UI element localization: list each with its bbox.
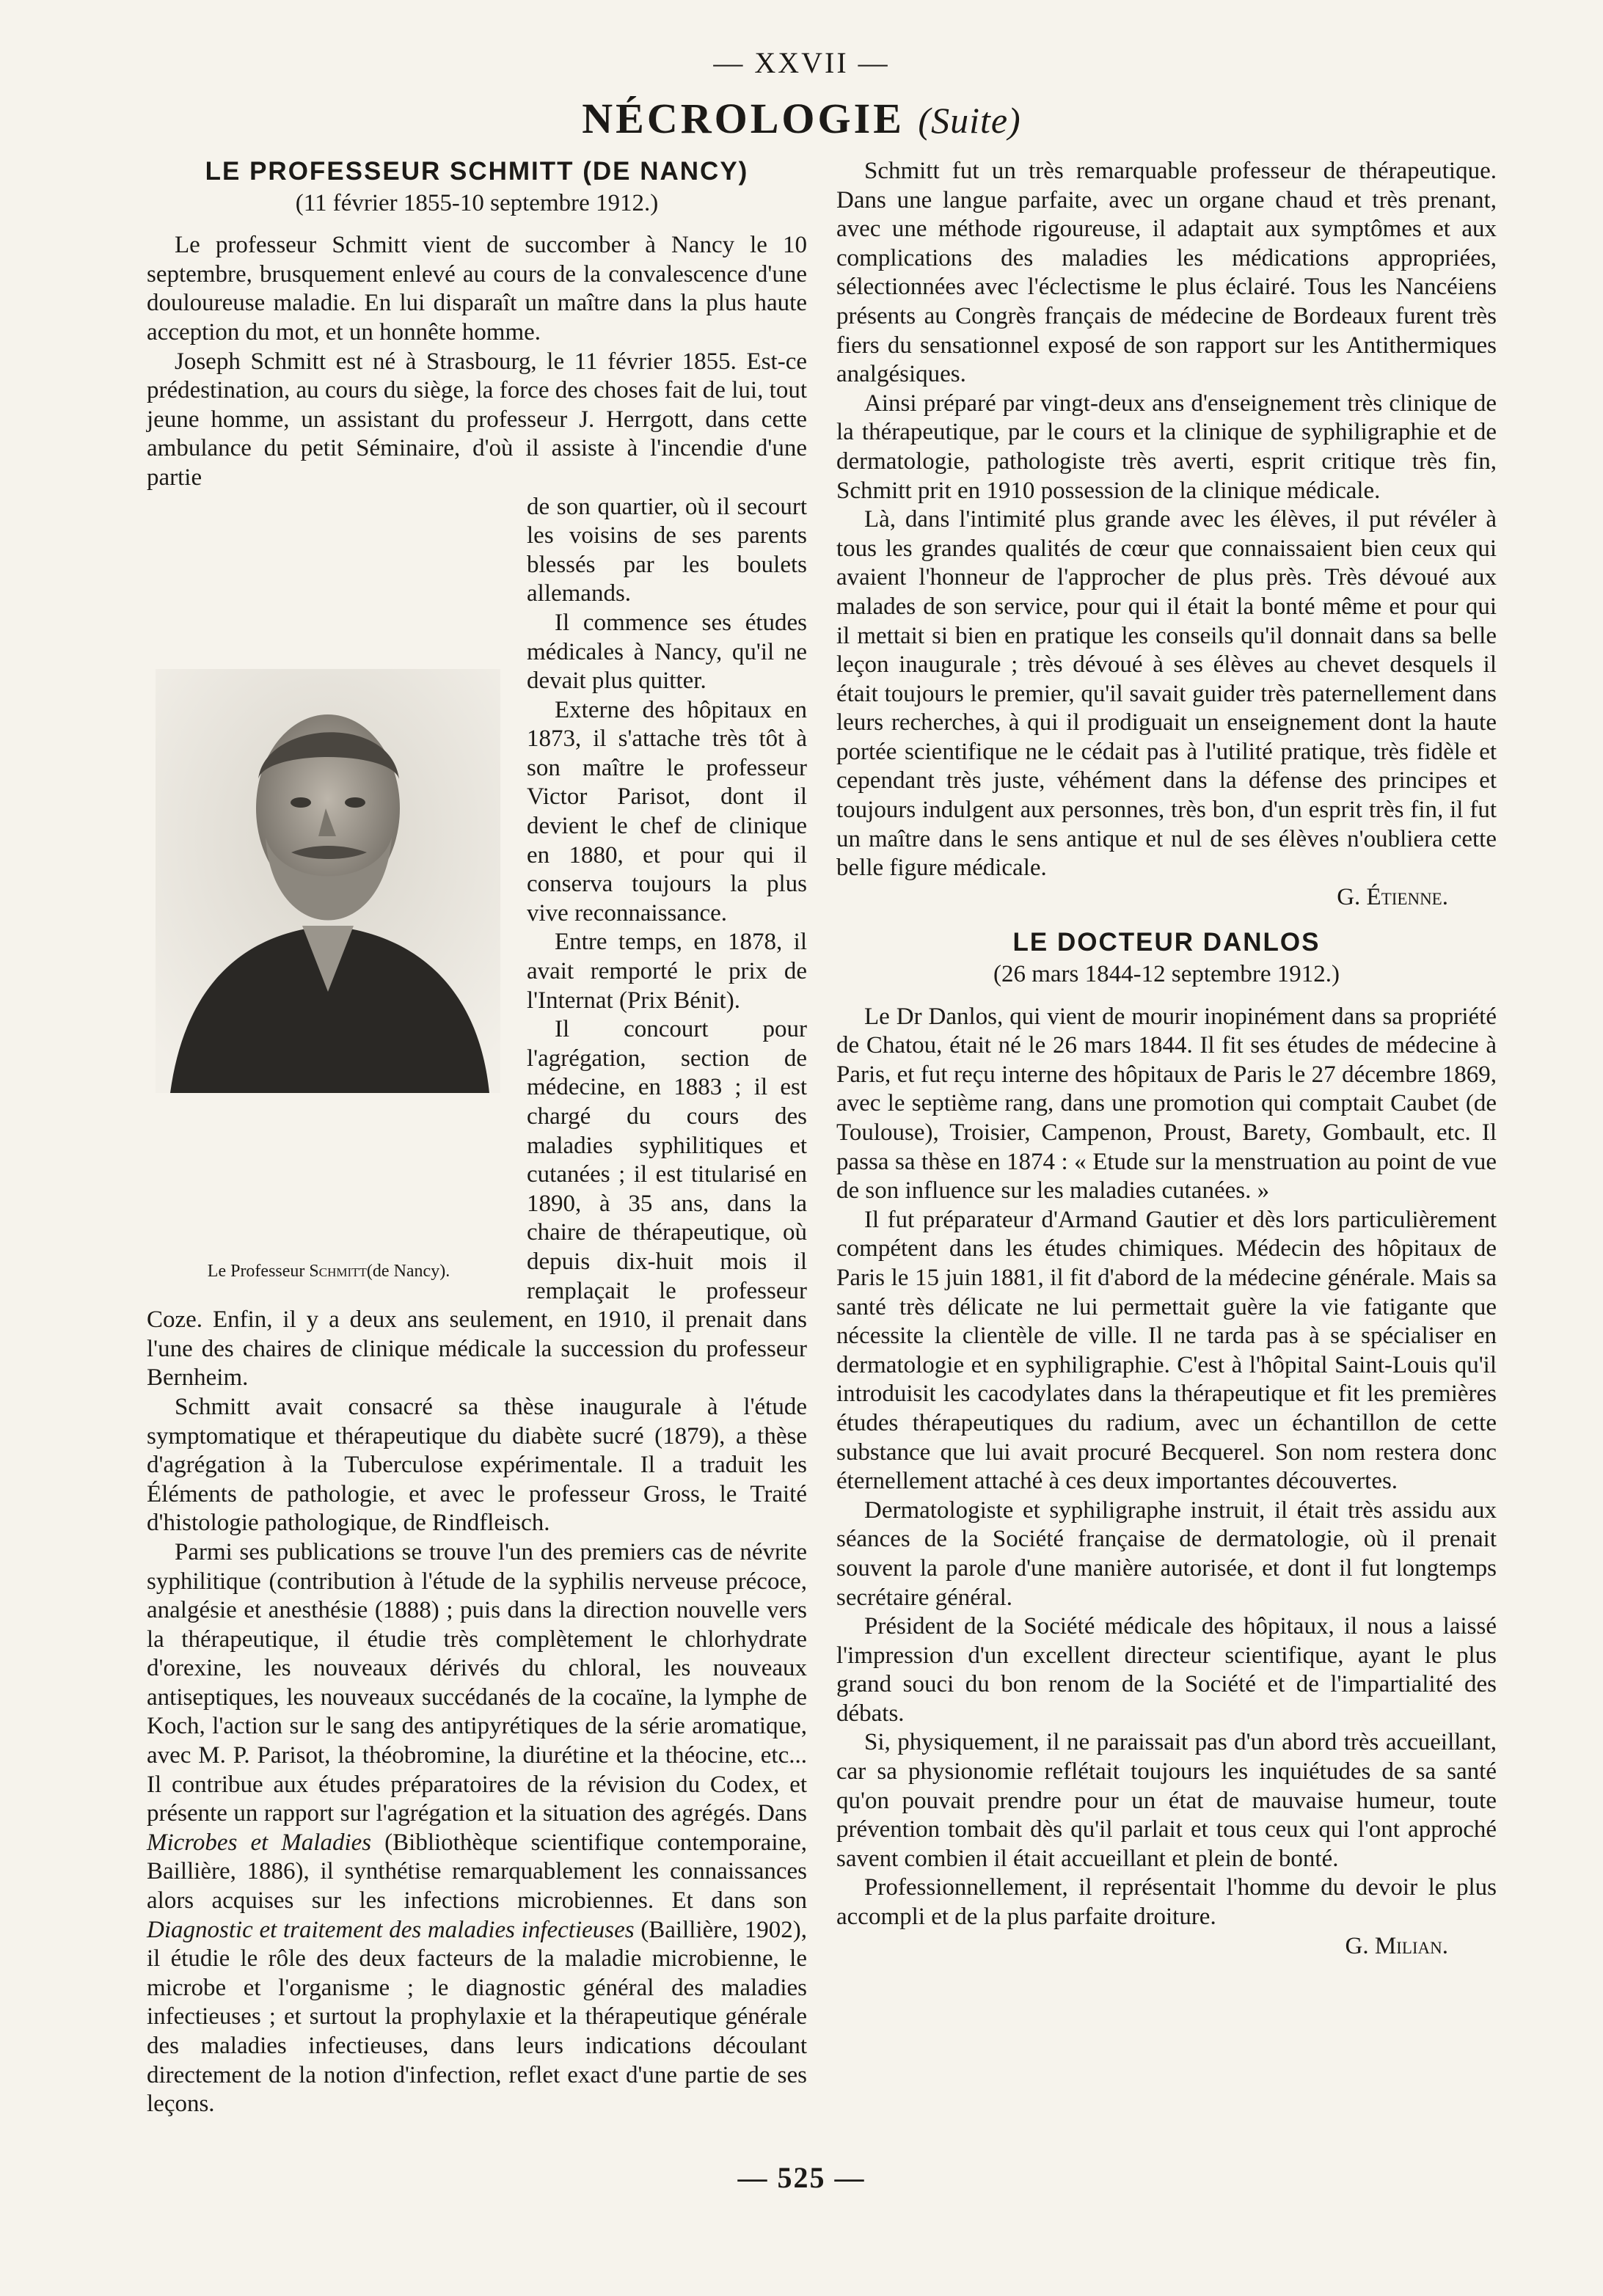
article1-paragraph: Entre temps, en 1878, il avait remporté le prix de l'Internat (Prix Bénit). — [527, 929, 807, 1014]
article1-paragraph: Il commence ses études médicales à Nancy, qu'il ne devait plus quitter. — [527, 609, 807, 695]
section-title-text: NÉCROLOGIE — [582, 95, 905, 142]
article2-signature: G. Milian. — [1345, 1932, 1448, 1959]
article2-dates: (26 mars 1844-12 septembre 1912.) — [993, 961, 1340, 988]
article2-paragraph: Président de la Société médicale des hôpitaux, il nous a laissé l'impression d'un excellent directeur scientifique, ayant le plus grand souci du bon renom de la Société et de l'impartialité des débats. — [836, 1613, 1497, 1727]
portrait-caption — [150, 1260, 508, 1282]
publications-text: Parmi ses publications se trouve l'un des premiers cas de névrite syphilitique (contribution à l'étude de la syphilis nerveuse précoce, analgésie et anesthésie (1888) ; puis dans la direction nouvelle vers la thérapeutique, il étudie très complètement le chlorhydrate d'orexine, les nouveaux dérivés du chloral, les nouveaux antiseptiques, les nouveaux succédanés de la cocaïne, la lymphe de Koch, l'action sur le sang des antipyrétiques de la série aromatique, avec M. P. Parisot, la théobromine, la diurétine et la théocine, etc... Il contribue aux études préparatoires de la révision du Codex, et présente un rapport sur l'agrégation et la situation des agrégés. Dans — [147, 1538, 807, 1827]
page-roman-numeral: — XXVII — — [713, 46, 890, 79]
article2-paragraph: Si, physiquement, il ne paraissait pas d'un abord très accueillant, car sa physionomie reflétait toujours les inquiétudes de sa santé qu'on pouvait prendre pour un état de mauvaise humeur, toute prévention tombait dès qu'il parlait et tous ceux qui l'ont approché savent combien il était accueillant et plein de bonté. — [836, 1729, 1497, 1872]
book-title-italic: Diagnostic et traitement des maladies infectieuses — [147, 1916, 635, 1943]
article1-paragraph: Il concourt pour l'agrégation, section de médecine, en 1883 ; il est chargé du cours des maladies syphilitiques et cutanées ; il est titularisé en 1890, à 35 ans, dans la chaire de thérapeutique, où depuis dix-huit mois il remplaçait le professeur Coze. Enfin, il y a deux ans seulement, en 1910, il prenait dans l'une des chaires de clinique médicale la succession du professeur Bernheim. — [147, 1016, 807, 1392]
portrait-photo — [156, 669, 500, 1093]
article2-paragraph: Dermatologiste et syphiligraphe instruit, il était très assidu aux séances de la Société française de dermatologie, où il prenait souvent la parole d'une manière autorisée, et dont il fut longtemps secrétaire général. — [836, 1496, 1497, 1611]
portrait-illustration — [156, 669, 500, 1093]
article1-paragraph: Externe des hôpitaux en 1873, il s'attache très tôt à son maître le professeur Victor Parisot, dont il devient le chef de clinique en 1880, et pour qui il conserva toujours la plus vive reconnaissance. — [527, 696, 807, 926]
publications-text: (Baillière, 1902), il étudie le rôle des deux facteurs de la maladie microbienne, le microbe et l'organisme ; le diagnostic général des maladies infectieuses ; et surtout la prophylaxie et la thérapeutique générale des maladies infectieuses, dans leurs indications découlant directement de la notion d'infection, reflet exact d'une partie de ses leçons. — [147, 1916, 808, 2118]
left-column — [147, 157, 807, 2119]
article1-paragraph: Joseph Schmitt est né à Strasbourg, le 11 février 1855. Est-ce prédestination, au cours du siège, la force des choses fait de lui, tout jeune homme, un assistant du professeur J. Herrgott, dans cette ambulance du petit Séminaire, d'où il assiste à l'incendie d'une partie — [147, 348, 807, 491]
caption-suffix: (de Nancy). — [366, 1261, 450, 1281]
article1-title: LE PROFESSEUR SCHMITT (DE NANCY) — [205, 157, 749, 186]
article1-dates: (11 février 1855-10 septembre 1912.) — [295, 189, 659, 216]
article1-signature: G. Étienne. — [1337, 883, 1448, 910]
publications-text: (Bibliothèque scientifique contemporaine, Baillière, 1886), il synthétise remarquablement les connaissances alors acquises sur les infections microbiennes. Et dans son — [147, 1829, 807, 1915]
article2-paragraph: Il fut préparateur d'Armand Gautier et dès lors particulièrement compétent dans les études chimiques. Médecin des hôpitaux de Paris le 15 juin 1881, il fit d'abord de la médecine générale. Mais sa santé très délicate ne lui permettait guère la vie fatigante que nécessite la clientèle de ville. Il ne tarda pas à se spécialiser en dermatologie et en syphiligraphie. C'est à l'hôpital Saint-Louis qu'il introduisit les cacodylates dans la thérapeutique et fit les premières études thérapeutiques du radium, avec un échantillon de cette substance que lui avait procuré Becquerel. Son nom restera donc éternellement attaché à ces deux importantes découvertes. — [836, 1206, 1497, 1495]
article2-paragraph: Le Dr Danlos, qui vient de mourir inopinément dans sa propriété de Chatou, était né le 26 mars 1844. Il fit ses études de médecine à Paris, et fut reçu interne des hôpitaux de Paris le 27 décembre 1869, avec le septième rang, dans une promotion qui comptait Caubet (de Toulouse), Troisier, Campenon, Proust, Barety, Gombault, etc. Il passa sa thèse en 1874 : « Etude sur la menstruation au point de vue de son influence sur les maladies cutanées. » — [836, 1003, 1497, 1204]
article1-paragraph: Le professeur Schmitt vient de succomber à Nancy le 10 septembre, brusquement enlevé au cours de la convalescence d'une douloureuse maladie. En lui disparaît un maître dans la plus haute acception du mot, et un honnête homme. — [147, 232, 807, 346]
caption-prefix: Le Professeur — [207, 1261, 305, 1281]
article2-paragraph: Professionnellement, il représentait l'homme du devoir le plus accompli et de la plus parfaite droiture. — [836, 1874, 1497, 1931]
article1-paragraph: de son quartier, où il secourt les voisins de ses parents blessés par les boulets allemands. — [527, 493, 807, 607]
article1-paragraph: Schmitt avait consacré sa thèse inaugurale à l'étude symptomatique et thérapeutique du diabète sucré (1879), a thèse d'agrégation à la Tuberculose expérimentale. Il a traduit les Éléments de pathologie, et avec le professeur Gross, le Traité d'histologie pathologique, de Rindfleisch. — [147, 1393, 807, 1537]
page-number: — 525 — — [737, 2161, 866, 2194]
portrait-figure — [147, 493, 508, 1294]
article1-paragraph: Là, dans l'intimité plus grande avec les élèves, il put révéler à tous les grandes qualités de cœur que connaissaient bien ceux qui avaient l'honneur de l'approcher de plus près. Très dévoué aux malades de son service, pour qui il était la bonté même et pour qui il mettait si bien en pratique les conseils qu'il donnait dans sa belle leçon inaugurale ; très dévoué à ses élèves au chevet desquels il était toujours le premier, qu'il savait guider très paternellement dans leurs recherches, à qui il prodiguait un enseignement dont la haute portée scientifique ne le cédait pas à l'utilité pratique, très fidèle et cependant très juste, véhément dans la défense des principes et toujours indulgent aux personnes, très bon, d'un esprit très fin, il fut un maître dans le sens antique et nul de ses élèves n'oubliera cette belle figure médicale. — [836, 506, 1497, 882]
article1-publications-paragraph — [147, 1538, 807, 2119]
article1-paragraph: Ainsi préparé par vingt-deux ans d'enseignement très clinique de la thérapeutique, par le cours et la clinique de syphiligraphie et de dermatologie, pathologiste très averti, esprit critique très fin, Schmitt prit en 1910 possession de la clinique médicale. — [836, 390, 1497, 504]
caption-name: Schmitt — [309, 1261, 367, 1281]
section-title-suffix: (Suite) — [918, 100, 1021, 141]
article1-paragraph: Schmitt fut un très remarquable professeur de thérapeutique. Dans une langue parfaite, avec un organe chaud et très prenant, avec une méthode rigoureuse, il adaptait aux symptômes et aux complications des maladies les médications appropriées, sélectionnées avec l'éclectisme le plus éclairé. Tous les Nancéiens présents au Congrès français de médecine de Bordeaux furent très fiers du sensationnel exposé de son rapport sur les Antithermiques analgésiques. — [836, 158, 1497, 388]
article2-title: LE DOCTEUR DANLOS — [1012, 928, 1321, 957]
book-title-italic: Microbes et Maladies — [147, 1829, 372, 1856]
right-column — [836, 157, 1497, 1961]
section-title — [0, 94, 1603, 143]
